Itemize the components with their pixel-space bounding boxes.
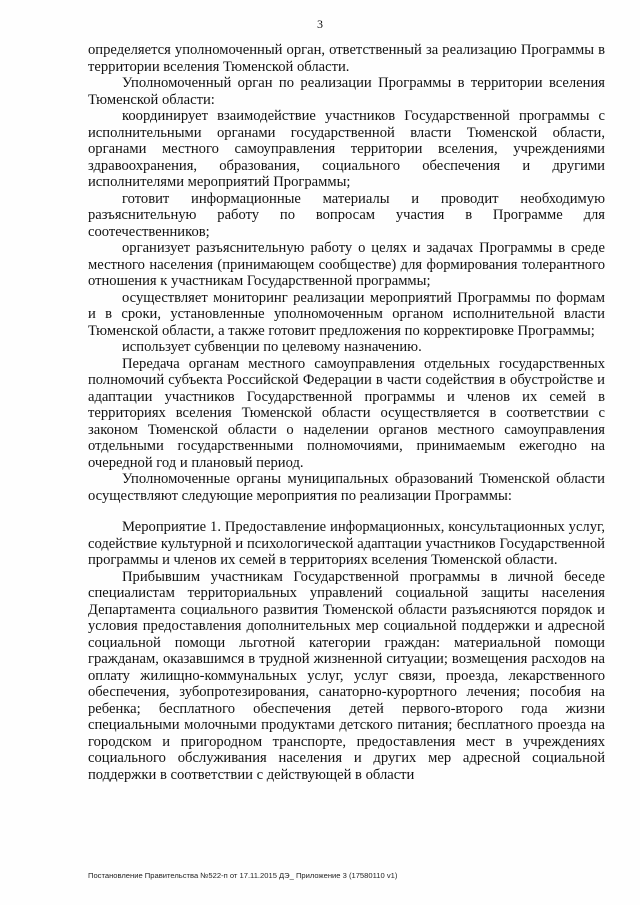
paragraph-subventions: использует субвенции по целевому назначению. (122, 339, 422, 355)
paragraph-transfer-of-powers: Передача органам местного самоуправления отдельных государственных полномочий субъекта Российской Федерации в части содействия в обустройстве и адаптации участников Государственной программы и членов их семей в территориях вселения Тюменской области осуществляется в соответствии с законом Тюменской области о наделении органов местного самоуправления отдельными государственными полномочиями, принимаемым ежегодно на очередной год и плановый период. (88, 355, 605, 471)
paragraph-social-support: Прибывшим участникам Государственной программы в личной беседе специалистам территориальных управлений социальной защиты населения Департамента социального развития Тюменской области разъясняются порядок и условия предоставления дополнительных мер социальной поддержки и адресной социальной помощи льготной категории граждан: материальной помощи гражданам, оказавшимся в трудной жизненной ситуации; возмещения расходов на оплату жилищно-коммунальных услуг, услуг связи, проезда, лекарственного обеспечения, зубопротезирования, санаторно-курортного лечения; пособия на ребенка; бесплатного обеспечения детей первого-второго года жизни специальными молочными продуктами детского питания; бесплатного проезда на городском и пригородном транспорте, предоставления мест в учреждениях социального обслуживания населения и других мер адресной социальной поддержки в соответствии с действующей в области (88, 568, 605, 783)
paragraph-monitoring: осуществляет мониторинг реализации мероприятий Программы по формам и в сроки, установленные уполномоченным органом исполнительной власти Тюменской области, а также готовит предложения по корректировке Программы; (88, 289, 605, 339)
paragraph-prepares-materials: готовит информационные материалы и проводит необходимую разъяснительную работу по вопросам участия в Программе для соотечественников; (88, 190, 605, 240)
paragraph-organizes-outreach: организует разъяснительную работу о целях и задачах Программы в среде местного населения (принимающем сообществе) для формирования толерантного отношения к участникам Государственной программы; (88, 240, 605, 289)
paragraph-measure-1-title: Мероприятие 1. Предоставление информационных, консультационных услуг, содействие культурной и психологической адаптации участников Государственной программы и членов их семей в территориях вселения Тюменской области. (88, 519, 605, 568)
page-number: 3 (317, 17, 323, 31)
paragraph-municipal-measures: Уполномоченные органы муниципальных образований Тюменской области осуществляют следующие мероприятия по реализации Программы: (88, 471, 605, 504)
document-body (88, 42, 605, 783)
paragraph-coordinates: координирует взаимодействие участников Государственной программы с исполнительными органами государственной власти Тюменской области, органами местного самоуправления территории вселения, учреждениями здравоохранения, образования, социального обеспечения и другими исполнителями мероприятий Программы; (88, 108, 605, 190)
footer-document-reference: Постановление Правительства №522-п от 17.11.2015 ДЭ_ Приложение 3 (17580110 v1) (88, 871, 398, 880)
paragraph-authority-definition: определяется уполномоченный орган, ответственный за реализацию Программы в территории вселения Тюменской области. (88, 42, 605, 75)
paragraph-authority-intro: Уполномоченный орган по реализации Программы в территории вселения Тюменской области: (88, 75, 605, 108)
